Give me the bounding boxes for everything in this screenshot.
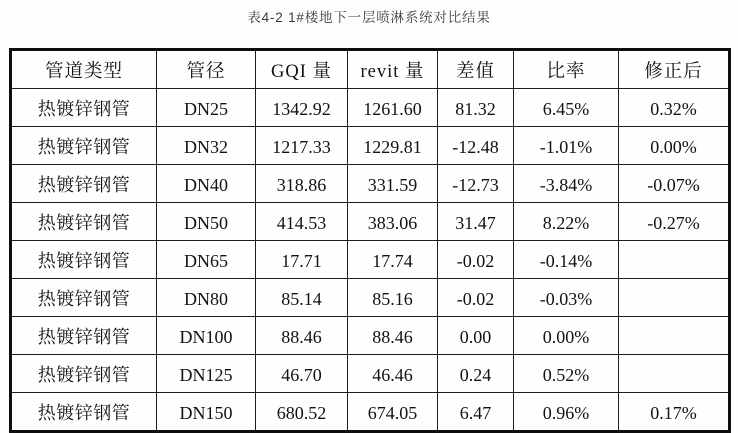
cell-corrected: 0.17% xyxy=(619,393,730,432)
cell-difference: 6.47 xyxy=(438,393,514,432)
table-row xyxy=(11,279,730,317)
cell-ratio: -0.14% xyxy=(514,241,619,279)
cell-difference: 31.47 xyxy=(438,203,514,241)
cell-ratio: -1.01% xyxy=(514,127,619,165)
cell-gqi-qty: 88.46 xyxy=(256,317,348,355)
cell-diameter: DN125 xyxy=(157,355,256,393)
cell-gqi-qty: 414.53 xyxy=(256,203,348,241)
cell-ratio: -0.03% xyxy=(514,279,619,317)
cell-gqi-qty: 1217.33 xyxy=(256,127,348,165)
cell-difference: -0.02 xyxy=(438,241,514,279)
cell-pipe-type: 热镀锌钢管 xyxy=(11,317,157,355)
cell-revit-qty: 1261.60 xyxy=(348,89,438,127)
cell-ratio: 0.96% xyxy=(514,393,619,432)
cell-gqi-qty: 680.52 xyxy=(256,393,348,432)
cell-difference: -12.73 xyxy=(438,165,514,203)
table-row xyxy=(11,355,730,393)
cell-gqi-qty: 85.14 xyxy=(256,279,348,317)
cell-ratio: 0.00% xyxy=(514,317,619,355)
cell-pipe-type: 热镀锌钢管 xyxy=(11,165,157,203)
cell-corrected xyxy=(619,241,730,279)
cell-difference: 81.32 xyxy=(438,89,514,127)
cell-pipe-type: 热镀锌钢管 xyxy=(11,393,157,432)
cell-ratio: 0.52% xyxy=(514,355,619,393)
cell-revit-qty: 383.06 xyxy=(348,203,438,241)
cell-diameter: DN80 xyxy=(157,279,256,317)
column-header-revit-qty: revit 量 xyxy=(348,50,438,89)
column-header-corrected: 修正后 xyxy=(619,50,730,89)
cell-revit-qty: 85.16 xyxy=(348,279,438,317)
table-row xyxy=(11,127,730,165)
cell-ratio: 6.45% xyxy=(514,89,619,127)
table-row xyxy=(11,393,730,432)
cell-pipe-type: 热镀锌钢管 xyxy=(11,241,157,279)
cell-revit-qty: 46.46 xyxy=(348,355,438,393)
cell-revit-qty: 1229.81 xyxy=(348,127,438,165)
table-row xyxy=(11,165,730,203)
cell-corrected: 0.00% xyxy=(619,127,730,165)
cell-pipe-type: 热镀锌钢管 xyxy=(11,355,157,393)
cell-gqi-qty: 318.86 xyxy=(256,165,348,203)
cell-revit-qty: 674.05 xyxy=(348,393,438,432)
cell-corrected: -0.27% xyxy=(619,203,730,241)
cell-diameter: DN65 xyxy=(157,241,256,279)
column-header-difference: 差值 xyxy=(438,50,514,89)
cell-gqi-qty: 46.70 xyxy=(256,355,348,393)
comparison-table xyxy=(9,48,731,433)
column-header-pipe-type: 管道类型 xyxy=(11,50,157,89)
cell-difference: -12.48 xyxy=(438,127,514,165)
column-header-gqi-qty: GQI 量 xyxy=(256,50,348,89)
cell-diameter: DN100 xyxy=(157,317,256,355)
cell-corrected: -0.07% xyxy=(619,165,730,203)
cell-revit-qty: 88.46 xyxy=(348,317,438,355)
cell-pipe-type: 热镀锌钢管 xyxy=(11,127,157,165)
cell-pipe-type: 热镀锌钢管 xyxy=(11,203,157,241)
cell-gqi-qty: 1342.92 xyxy=(256,89,348,127)
cell-diameter: DN150 xyxy=(157,393,256,432)
column-header-ratio: 比率 xyxy=(514,50,619,89)
cell-ratio: 8.22% xyxy=(514,203,619,241)
cell-corrected: 0.32% xyxy=(619,89,730,127)
table-caption: 表4-2 1#楼地下一层喷淋系统对比结果 xyxy=(247,10,491,25)
column-header-diameter: 管径 xyxy=(157,50,256,89)
cell-diameter: DN40 xyxy=(157,165,256,203)
cell-revit-qty: 331.59 xyxy=(348,165,438,203)
table-row xyxy=(11,89,730,127)
cell-gqi-qty: 17.71 xyxy=(256,241,348,279)
cell-difference: 0.24 xyxy=(438,355,514,393)
table-header-row xyxy=(11,50,730,89)
table-row xyxy=(11,241,730,279)
cell-diameter: DN50 xyxy=(157,203,256,241)
cell-corrected xyxy=(619,317,730,355)
cell-difference: -0.02 xyxy=(438,279,514,317)
cell-diameter: DN32 xyxy=(157,127,256,165)
cell-pipe-type: 热镀锌钢管 xyxy=(11,279,157,317)
cell-revit-qty: 17.74 xyxy=(348,241,438,279)
cell-ratio: -3.84% xyxy=(514,165,619,203)
cell-corrected xyxy=(619,355,730,393)
cell-corrected xyxy=(619,279,730,317)
table-row xyxy=(11,203,730,241)
table-row xyxy=(11,317,730,355)
cell-pipe-type: 热镀锌钢管 xyxy=(11,89,157,127)
cell-difference: 0.00 xyxy=(438,317,514,355)
cell-diameter: DN25 xyxy=(157,89,256,127)
